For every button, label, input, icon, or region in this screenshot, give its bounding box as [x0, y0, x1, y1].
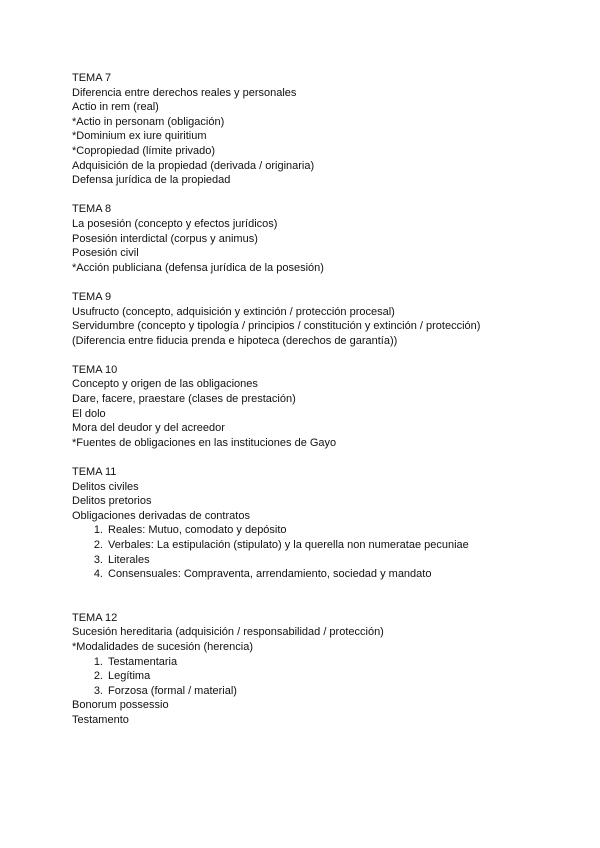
section-title: TEMA 9	[72, 290, 112, 303]
section-tema-8	[72, 202, 572, 275]
text-line: Obligaciones derivadas de contratos	[72, 509, 250, 522]
text-line: Diferencia entre derechos reales y personales	[72, 86, 297, 99]
text-line: Posesión interdictal (corpus y animus)	[72, 232, 258, 245]
text-line: Usufructo (concepto, adquisición y extinción / protección procesal)	[72, 305, 395, 318]
text-line: *Dominium ex iure quiritium	[72, 130, 207, 143]
text-line: (Diferencia entre fiducia prenda e hipoteca (derechos de garantía))	[72, 334, 398, 347]
list-number: 2.	[93, 670, 103, 683]
text-line: Defensa jurídica de la propiedad	[72, 174, 231, 187]
list-item	[72, 538, 572, 553]
text-line: *Acción publiciana (defensa jurídica de la posesión)	[72, 261, 324, 274]
text-line: Testamento	[72, 713, 129, 726]
list-item-text: Reales: Mutuo, comodato y depósito	[108, 524, 287, 537]
list-item	[72, 567, 572, 582]
succession-types-list	[72, 655, 572, 699]
text-line: Sucesión hereditaria (adquisición / responsabilidad / protección)	[72, 626, 384, 639]
list-item-text: Consensuales: Compraventa, arrendamiento, sociedad y mandato	[108, 568, 432, 581]
section-title: TEMA 10	[72, 363, 118, 376]
text-line: Servidumbre (concepto y tipología / principios / constitución y extinción / protección)	[72, 320, 481, 333]
list-item	[72, 553, 572, 568]
list-number: 2.	[93, 539, 103, 551]
text-line: Mora del deudor y del acreedor	[72, 422, 225, 435]
text-line: Adquisición de la propiedad (derivada / originaria)	[72, 159, 315, 172]
list-item-text: Forzosa (formal / material)	[108, 684, 237, 697]
list-item	[72, 655, 572, 670]
text-line: Actio in rem (real)	[72, 101, 159, 114]
section-title: TEMA 8	[72, 203, 112, 216]
list-item-text: Literales	[108, 553, 150, 566]
text-line: La posesión (concepto y efectos jurídicos)	[72, 217, 278, 230]
section-title: TEMA 7	[72, 72, 112, 84]
section-title: TEMA 11	[72, 466, 117, 479]
text-line: Bonorum possessio	[72, 699, 169, 712]
document-body	[72, 71, 572, 728]
text-line: Delitos pretorios	[72, 495, 152, 508]
section-title: TEMA 12	[72, 611, 118, 624]
list-number: 1.	[93, 524, 103, 537]
text-line: *Actio in personam (obligación)	[72, 115, 225, 128]
text-line: Delitos civiles	[72, 480, 139, 493]
section-tema-12	[72, 611, 572, 728]
list-item-text: Testamentaria	[108, 655, 178, 668]
text-line: Posesión civil	[72, 247, 139, 260]
text-line: *Copropiedad (límite privado)	[72, 144, 216, 157]
text-line: *Fuentes de obligaciones en las instituciones de Gayo	[72, 436, 337, 449]
list-item-text: Verbales: La estipulación (stipulato) y la querella non numeratae pecuniae	[108, 539, 469, 551]
list-number: 3.	[93, 684, 103, 697]
list-item-text: Legítima	[108, 670, 151, 683]
text-line: El dolo	[72, 407, 106, 420]
section-tema-10	[72, 363, 572, 451]
list-item	[72, 669, 572, 684]
section-tema-7	[72, 71, 572, 188]
text-line: *Modalidades de sucesión (herencia)	[72, 640, 253, 653]
list-number: 4.	[93, 568, 103, 581]
contract-types-list	[72, 523, 572, 581]
section-tema-9	[72, 290, 572, 348]
text-line: Dare, facere, praestare (clases de prestación)	[72, 393, 296, 406]
list-item	[72, 684, 572, 699]
text-line: Concepto y origen de las obligaciones	[72, 378, 258, 391]
list-item	[72, 523, 572, 538]
section-tema-11	[72, 465, 572, 582]
list-number: 1.	[93, 655, 103, 668]
list-number: 3.	[93, 553, 103, 566]
